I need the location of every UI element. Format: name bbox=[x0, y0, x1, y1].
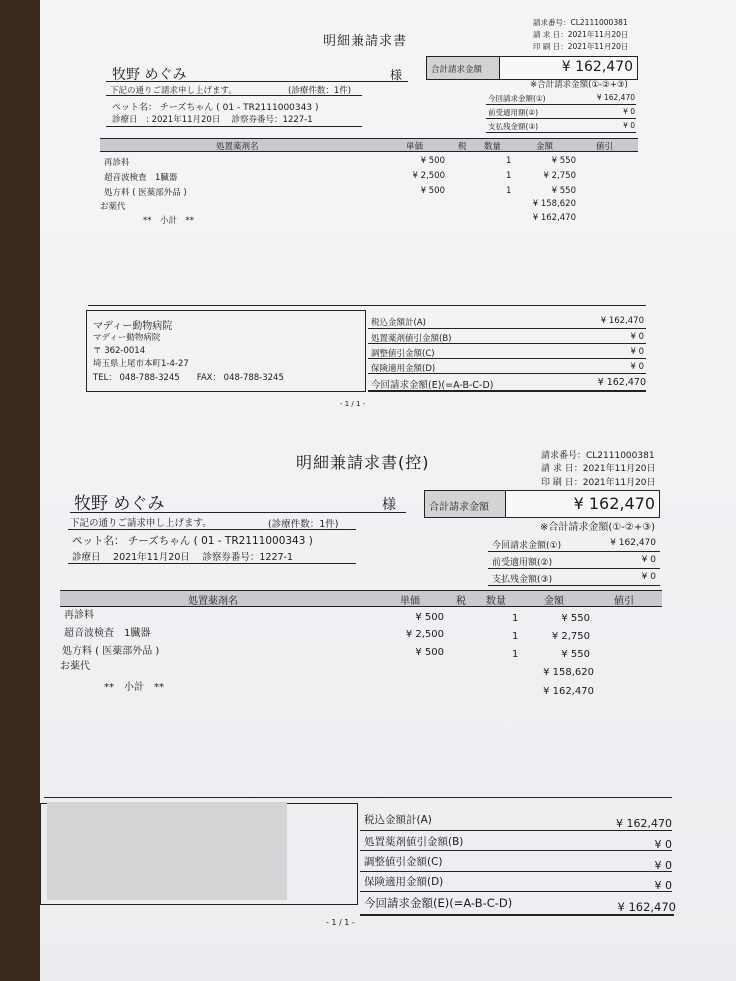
clinic-box bbox=[40, 803, 358, 905]
subtotal-value: ¥ 162,470 bbox=[532, 213, 576, 223]
summary-label: 今回請求金額(①) bbox=[492, 541, 562, 551]
col-tax: 税 bbox=[458, 142, 467, 152]
table-header bbox=[100, 138, 638, 152]
print-date: 印 刷 日：2021年11月20日 bbox=[533, 42, 629, 51]
subtotal-label: ** 小計 ** bbox=[104, 682, 164, 693]
summary-value: ¥ 162,470 bbox=[596, 93, 635, 102]
visit-info: 診療日 2021年11月20日 診察券番号：1227-1 bbox=[72, 552, 294, 563]
name-underline bbox=[106, 81, 408, 82]
print-date: 印 刷 日：2021年11月20日 bbox=[541, 478, 656, 488]
customer-name: 牧野 めぐみ bbox=[112, 67, 187, 83]
document-title: 明細兼請求書 bbox=[323, 34, 408, 49]
summary-label: 今回請求金額(①) bbox=[488, 94, 546, 103]
clinic-phone: TEL： 048-788-3245 FAX： 048-788-3245 bbox=[93, 373, 284, 383]
clinic-name: マディー動物病院 bbox=[93, 321, 173, 332]
summary-label: 支払残金額(③) bbox=[492, 575, 553, 585]
subtotal-label: ** 小計 ** bbox=[143, 216, 195, 226]
col-price: 単価 bbox=[406, 142, 424, 152]
intro-text: 下記の通りご請求申し上げます。 bbox=[110, 86, 237, 96]
clinic-box bbox=[86, 310, 366, 392]
grand-total-formula: ※合計請求金額(①-②+③) bbox=[530, 80, 628, 90]
page-number: - 1 / 1 - bbox=[340, 400, 366, 408]
summary-value: ¥ 0 bbox=[641, 572, 656, 582]
col-tax: 税 bbox=[456, 596, 466, 607]
clinic-address: 埼玉県上尾市本町1-4-27 bbox=[93, 359, 189, 369]
customer-name: 牧野 めぐみ bbox=[74, 494, 165, 514]
billing-date: 請 求 日：2021年11月20日 bbox=[541, 464, 656, 474]
grand-total-value: ¥ 162,470 bbox=[573, 494, 655, 513]
honorific: 様 bbox=[382, 497, 396, 513]
col-amount: 金額 bbox=[536, 142, 554, 152]
redacted-block bbox=[47, 802, 287, 900]
summary-value: ¥ 0 bbox=[623, 107, 635, 116]
intro-text: 下記の通りご請求申し上げます。 bbox=[70, 518, 212, 529]
billing-date: 請 求 日：2021年11月20日 bbox=[533, 30, 629, 39]
summary-label: 前受適用額(②) bbox=[492, 558, 553, 568]
col-amount: 金額 bbox=[544, 596, 564, 607]
col-discount: 値引 bbox=[614, 596, 634, 607]
document-title: 明細兼請求書(控) bbox=[296, 453, 430, 472]
summary-value: ¥ 0 bbox=[641, 555, 656, 565]
col-discount: 値引 bbox=[596, 142, 614, 152]
honorific: 様 bbox=[390, 68, 403, 82]
visit-count: (診療件数：1件) bbox=[288, 86, 352, 96]
grand-total-formula: ※合計請求金額(①-②+③) bbox=[540, 522, 656, 533]
summary-value: ¥ 0 bbox=[623, 121, 635, 130]
grand-total-label: 合計請求金額 bbox=[429, 502, 489, 513]
col-qty: 数量 bbox=[486, 596, 506, 607]
col-item: 処置薬剤名 bbox=[188, 596, 238, 607]
pet-info: ペット名： チーズちゃん ( 01 - TR2111000343 ) bbox=[72, 535, 313, 547]
subtotal-value: ¥ 162,470 bbox=[543, 686, 594, 697]
grand-total-box bbox=[424, 490, 660, 518]
col-item: 処置薬剤名 bbox=[216, 142, 259, 152]
summary-label: 支払残金額(③) bbox=[488, 122, 539, 131]
table-header bbox=[60, 590, 662, 607]
clinic-postal: 〒 362-0014 bbox=[93, 346, 146, 356]
col-qty: 数量 bbox=[484, 142, 502, 152]
visit-info: 診療日 : 2021年11月20日 診察券番号：1227-1 bbox=[112, 115, 313, 125]
page-number: - 1 / 1 - bbox=[326, 918, 355, 927]
grand-total-label: 合計請求金額 bbox=[431, 65, 483, 75]
invoice-number: 請求番号：CL2111000381 bbox=[533, 18, 628, 27]
pet-info: ペット名： チーズちゃん ( 01 - TR2111000343 ) bbox=[112, 103, 319, 113]
invoice-number: 請求番号：CL2111000381 bbox=[541, 451, 655, 461]
grand-total-value: ¥ 162,470 bbox=[561, 59, 633, 75]
col-price: 単価 bbox=[400, 596, 420, 607]
clinic-name-sub: マディー動物病院 bbox=[93, 333, 161, 343]
summary-value: ¥ 162,470 bbox=[610, 538, 656, 548]
grand-total-box bbox=[426, 56, 638, 80]
name-underline bbox=[70, 512, 406, 513]
visit-count: (診療件数：1件) bbox=[268, 519, 339, 530]
summary-label: 前受適用額(②) bbox=[488, 108, 539, 117]
